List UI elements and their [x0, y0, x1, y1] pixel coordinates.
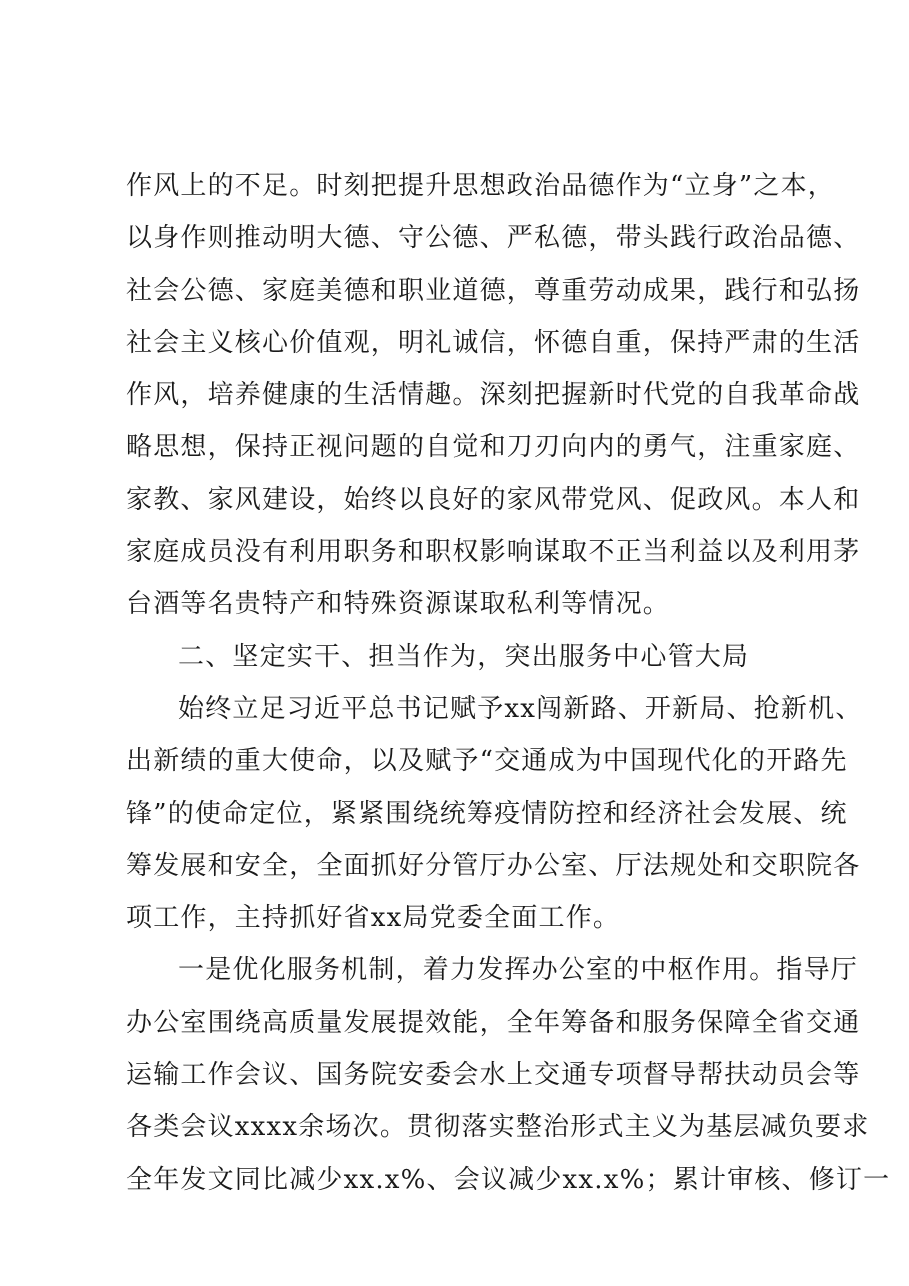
text-line: 二、坚定实干、担当作为，突出服务中心管大局 [178, 641, 750, 672]
text-line: 台酒等名贵特产和特殊资源谋取私利等情况。 [126, 589, 671, 620]
text-line: 一是优化服务机制，着力发挥办公室的中枢作用。指导厅 [178, 955, 859, 986]
text-line: 全年发文同比减少xx.x%、会议减少xx.x%；累计审核、修订一 [126, 1164, 891, 1195]
text-line: 作风，培养健康的生活情趣。深刻把握新时代党的自我革命战 [126, 380, 861, 411]
text-line: 项工作，主持抓好省xx局党委全面工作。 [126, 903, 621, 934]
text-line: 各类会议xxxx余场次。贯彻落实整治形式主义为基层减负要求 [126, 1112, 870, 1143]
text-line: 家庭成员没有利用职务和职权影响谋取不正当利益以及利用茅 [126, 537, 861, 568]
text-line: 办公室围绕高质量发展提效能，全年筹备和服务保障全省交通 [126, 1007, 861, 1038]
text-line: 以身作则推动明大德、守公德、严私德，带头践行政治品德、 [126, 223, 861, 254]
text-line: 出新绩的重大使命，以及赋予“交通成为中国现代化的开路先 [126, 746, 848, 777]
text-line: 社会公德、家庭美德和职业道德，尊重劳动成果，践行和弘扬 [126, 275, 861, 306]
text-line: 社会主义核心价值观，明礼诚信，怀德自重，保持严肃的生活 [126, 327, 861, 358]
text-line: 锋”的使命定位，紧紧围绕统筹疫情防控和经济社会发展、统 [126, 798, 848, 829]
text-line: 始终立足习近平总书记赋予xx闯新路、开新局、抢新机、 [178, 693, 863, 724]
text-line: 作风上的不足。时刻把提升思想政治品德作为“立身”之本， [126, 171, 835, 201]
text-line: 家教、家风建设，始终以良好的家风带党风、促政风。本人和 [126, 484, 861, 515]
text-line: 略思想，保持正视问题的自觉和刀刃向内的勇气，注重家庭、 [126, 432, 861, 463]
document-body [126, 160, 891, 1206]
text-line: 运输工作会议、国务院安委会水上交通专项督导帮扶动员会等 [126, 1060, 861, 1091]
text-line: 筹发展和安全，全面抓好分管厅办公室、厅法规处和交职院各 [126, 850, 861, 881]
